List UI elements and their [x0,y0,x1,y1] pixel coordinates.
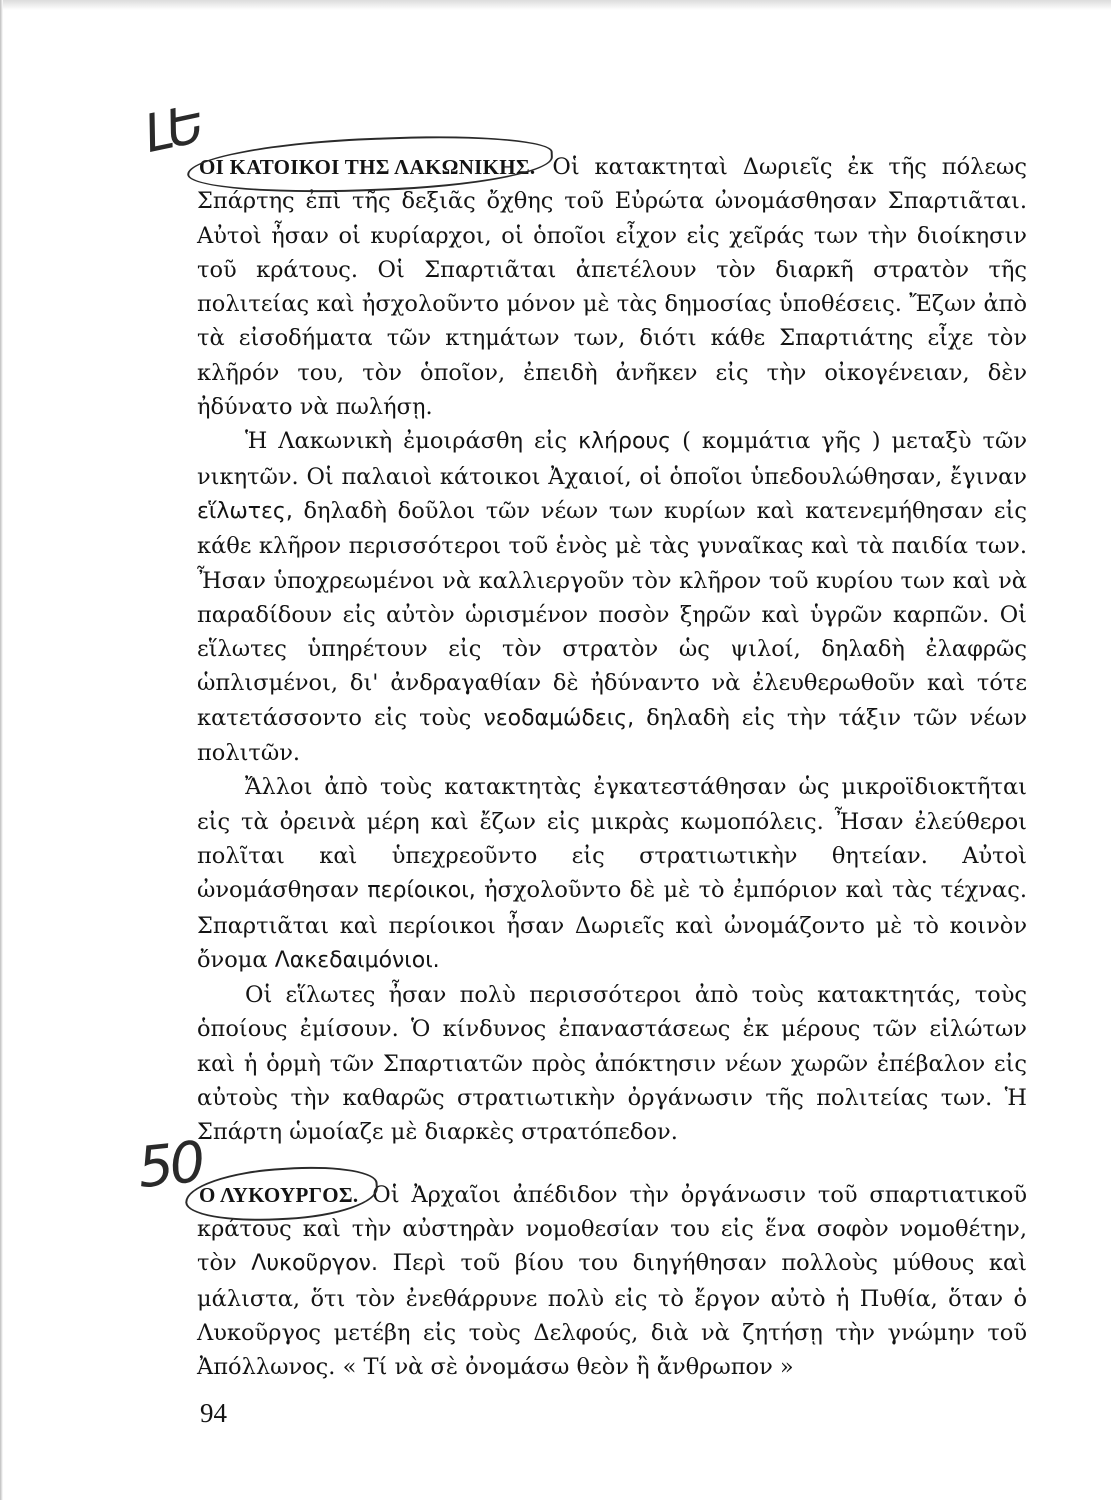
section2-heading: Ο ΛΥΚΟΥΡΓΟΣ. [197,1178,360,1212]
page-body [197,150,1027,1384]
section1-paragraph-2: Ἡ Λακωνικὴ ἐμοιράσθη εἰς κλήρους ( κομμάτια γῆς ) μεταξὺ τῶν νικητῶν. Οἱ παλαιοὶ κάτοικοι Ἀχαιοί, οἱ ὁποῖοι ὑπεδουλώθησαν, ἔγιναν εἵλωτες, δηλαδὴ δοῦλοι τῶν νέων των κυρίων καὶ κατενεμήθησαν εἰς κάθε κλῆρον περισσότεροι τοῦ ἑνὸς μὲ τὰς γυναῖκας καὶ τὰ παιδία των. Ἦσαν ὑποχρεωμένοι νὰ καλλιεργοῦν τὸν κλῆρον τοῦ κυρίου των καὶ νὰ παραδίδουν εἰς αὐτὸν ὡρισμένον ποσὸν ξηρῶν καὶ ὑγρῶν καρπῶν. Οἱ εἵλωτες ὑπηρέτουν εἰς τὸν στρατὸν ὡς ψιλοί, δηλαδὴ ἐλαφρῶς ὡπλισμένοι, δι' ἀνδραγαθίαν δὲ ἠδύναντο νὰ ἐλευθερωθοῦν καὶ τότε κατετάσσοντο εἰς τοὺς νεοδαμώδεις, δηλαδὴ εἰς τὴν τάξιν τῶν νέων πολιτῶν. [197,428,1027,767]
term-lykourgos: Λυκοῦργον. [251,1251,378,1277]
page-left-edge [0,0,3,1500]
term-heilotes: εἵλωτες, [197,498,293,524]
page-number: 94 [200,1398,227,1428]
term-kleroi: κλήρους [578,429,672,455]
page-top-edge [0,0,1111,10]
term-neodamodeis: νεοδαμώδεις, [483,705,635,731]
term-perioikoi: περίοικοι, [367,878,476,904]
term-lakedaimonioi: Λακεδαιμόνιοι. [274,947,440,973]
handwritten-mark-top: ԼԵ [139,95,205,165]
section1-heading: ΟΙ ΚΑΤΟΙΚΟΙ ΤΗΣ ΛΑΚΩΝΙΚΗΣ. [197,150,537,184]
section1-paragraph-3: Ἄλλοι ἀπὸ τοὺς κατακτητὰς ἐγκατεστάθησαν ὡς μικροϊδιοκτῆται εἰς τὰ ὀρεινὰ μέρη καὶ ἔζων εἰς μικρὰς κωμοπόλεις. Ἦσαν ἐλεύθεροι πολῖται καὶ ὑπεχρεοῦντο εἰς στρατιωτικὴν θητείαν. Αὐτοὶ ὠνομάσθησαν περίοικοι, ἠσχολοῦντο δὲ μὲ τὸ ἐμπόριον καὶ τὰς τέχνας. Σπαρτιᾶται καὶ περίοικοι ἦσαν Δωριεῖς καὶ ὠνομάζοντο μὲ τὸ κοινὸν ὄνομα Λακεδαιμόνιοι. [197,774,1027,973]
section1-paragraph-1 [197,150,1027,424]
section1-paragraph-4: Οἱ εἵλωτες ἦσαν πολὺ περισσότεροι ἀπὸ τοὺς κατακτητάς, τοὺς ὁποίους ἐμίσουν. Ὁ κίνδυνος ἐπαναστάσεως ἐκ μέρους τῶν εἱλώτων καὶ ἡ ὁρμὴ τῶν Σπαρτιατῶν πρὸς ἀπόκτησιν νέων χωρῶν ἐπέβαλον εἰς αὐτοὺς τὴν καθαρῶς στρατιωτικὴν ὀργάνωσιν τῆς πολιτείας των. Ἡ Σπάρτη ὡμοίαζε μὲ διαρκὲς στρατόπεδον. [197,982,1027,1146]
section1-p1-text: Οἱ κατακτηταὶ Δωριεῖς ἐκ τῆς πόλεως Σπάρτης ἐπὶ τῆς δεξιᾶς ὄχθης τοῦ Εὐρώτα ὠνομάσθησαν Σπαρτιᾶται. Αὐτοὶ ἦσαν οἱ κυρίαρχοι, οἱ ὁποῖοι εἶχον εἰς χεῖράς των τὴν διοίκησιν τοῦ κράτους. Οἱ Σπαρτιᾶται ἀπετέλουν τὸν διαρκῆ στρατὸν τῆς πολιτείας καὶ ἠσχολοῦντο μόνον μὲ τὰς δημοσίας ὑποθέσεις. Ἔζων ἀπὸ τὰ εἰσοδήματα τῶν κτημάτων των, διότι κάθε Σπαρτιάτης εἶχε τὸν κλῆρόν του, τὸν ὁποῖον, ἐπειδὴ ἀνῆκεν εἰς τὴν οἰκογένειαν, δὲν ἠδύνατο νὰ πωλήσῃ. [197,154,1027,421]
handwritten-mark-bottom: 50 [134,1129,205,1202]
section2-paragraph-1: Ο ΛΥΚΟΥΡΓΟΣ. Οἱ Ἀρχαῖοι ἀπέδιδον τὴν ὀργάνωσιν τοῦ σπαρτιατικοῦ κράτους καὶ τὴν αὐστηρὰν νομοθεσίαν του εἰς ἕνα σοφὸν νομοθέτην, τὸν Λυκοῦργον. Περὶ τοῦ βίου του διηγήθησαν πολλοὺς μύθους καὶ μάλιστα, ὅτι τὸν ἐνεθάρρυνε πολὺ εἰς τὸ ἔργον αὐτὸ ἡ Πυθία, ὅταν ὁ Λυκοῦργος μετέβη εἰς τοὺς Δελφούς, διὰ νὰ ζητήσῃ τὴν γνώμην τοῦ Ἀπόλλωνος. « Τί νὰ σὲ ὀνομάσω θεὸν ἢ ἄνθρωπον » [197,1178,1027,1385]
